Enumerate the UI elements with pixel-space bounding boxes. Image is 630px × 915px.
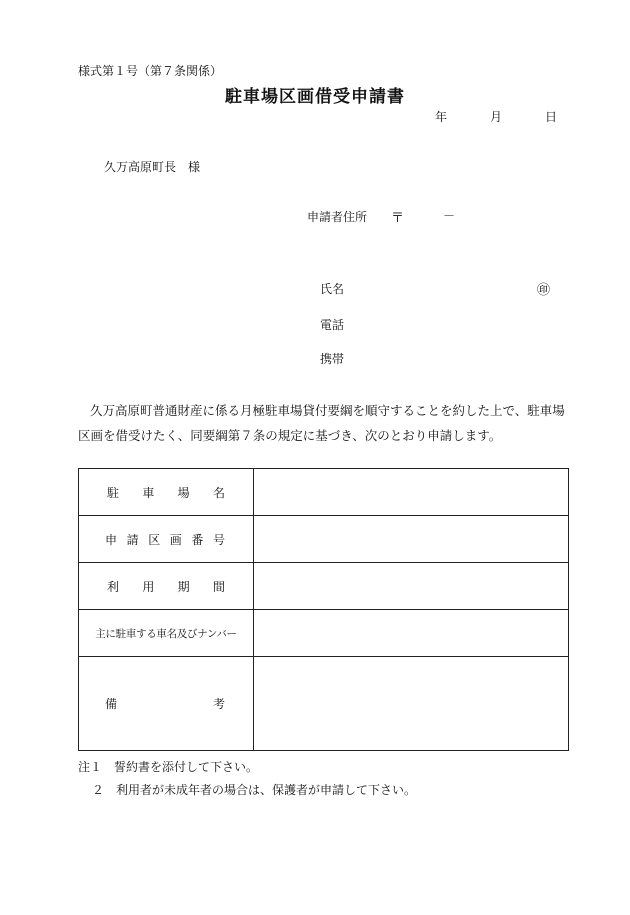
parking-name-label (79, 469, 254, 516)
seal-mark: ㊞ (537, 283, 551, 298)
table-row (79, 657, 569, 751)
remarks-field[interactable] (254, 657, 569, 751)
remarks-label (79, 657, 254, 751)
date-month-label: 月 (490, 110, 503, 124)
postal-code-dash: － (443, 209, 456, 223)
mobile-label: 携帯 (320, 352, 345, 366)
label-char: 番 (191, 532, 204, 547)
form-reference: 様式第１号（第７条関係） (78, 64, 223, 78)
table-row (79, 610, 569, 657)
declaration-text: 久万高原町普通財産に係る月極駐車場貸付要綱を順守することを約した上で、駐車場区画を借受けたく、同要綱第７条の規定に基づき、次のとおり申請します。 (78, 403, 565, 443)
label-char: 備 (105, 697, 118, 711)
label-char: 車 (142, 485, 155, 500)
page-title: 駐車場区画借受申請書 (225, 87, 405, 107)
label-char: 請 (126, 532, 139, 547)
vehicle-label (79, 610, 254, 657)
addressee: 久万高原町長 様 (104, 160, 201, 174)
postal-mark: 〒 (391, 211, 405, 226)
label-char: 区 (148, 532, 161, 547)
period-label (79, 563, 254, 610)
table-row (79, 469, 569, 516)
label-char: 考 (212, 697, 225, 711)
note-2: ２ 利用者が未成年者の場合は、保護者が申請して下さい。 (92, 783, 417, 797)
label-char: 画 (169, 532, 182, 547)
note-1: 注１ 誓約書を添付して下さい。 (78, 760, 259, 774)
parking-name-field[interactable] (254, 469, 569, 516)
date-year-label: 年 (435, 110, 448, 124)
period-field[interactable] (254, 563, 569, 610)
lot-number-field[interactable] (254, 516, 569, 563)
vehicle-field[interactable] (254, 610, 569, 657)
label-char: 駐 (107, 485, 120, 500)
label-char: 場 (177, 485, 190, 500)
name-label: 氏名 (320, 282, 345, 296)
label-char: 号 (212, 532, 225, 547)
table-row (79, 563, 569, 610)
table-row (79, 516, 569, 563)
application-table (78, 468, 569, 751)
label-char: 名 (212, 485, 225, 500)
label-char: 利 (107, 579, 120, 594)
label-char: 用 (142, 579, 155, 594)
applicant-address-label: 申請者住所 (307, 210, 368, 224)
label-char: 間 (212, 579, 225, 594)
label-char: 申 (105, 532, 118, 547)
phone-label: 電話 (320, 318, 345, 332)
vehicle-label-text: 主に駐車する車名及びナンバー (95, 627, 237, 640)
lot-number-label (79, 516, 254, 563)
label-char: 期 (177, 579, 190, 594)
date-day-label: 日 (545, 110, 558, 124)
